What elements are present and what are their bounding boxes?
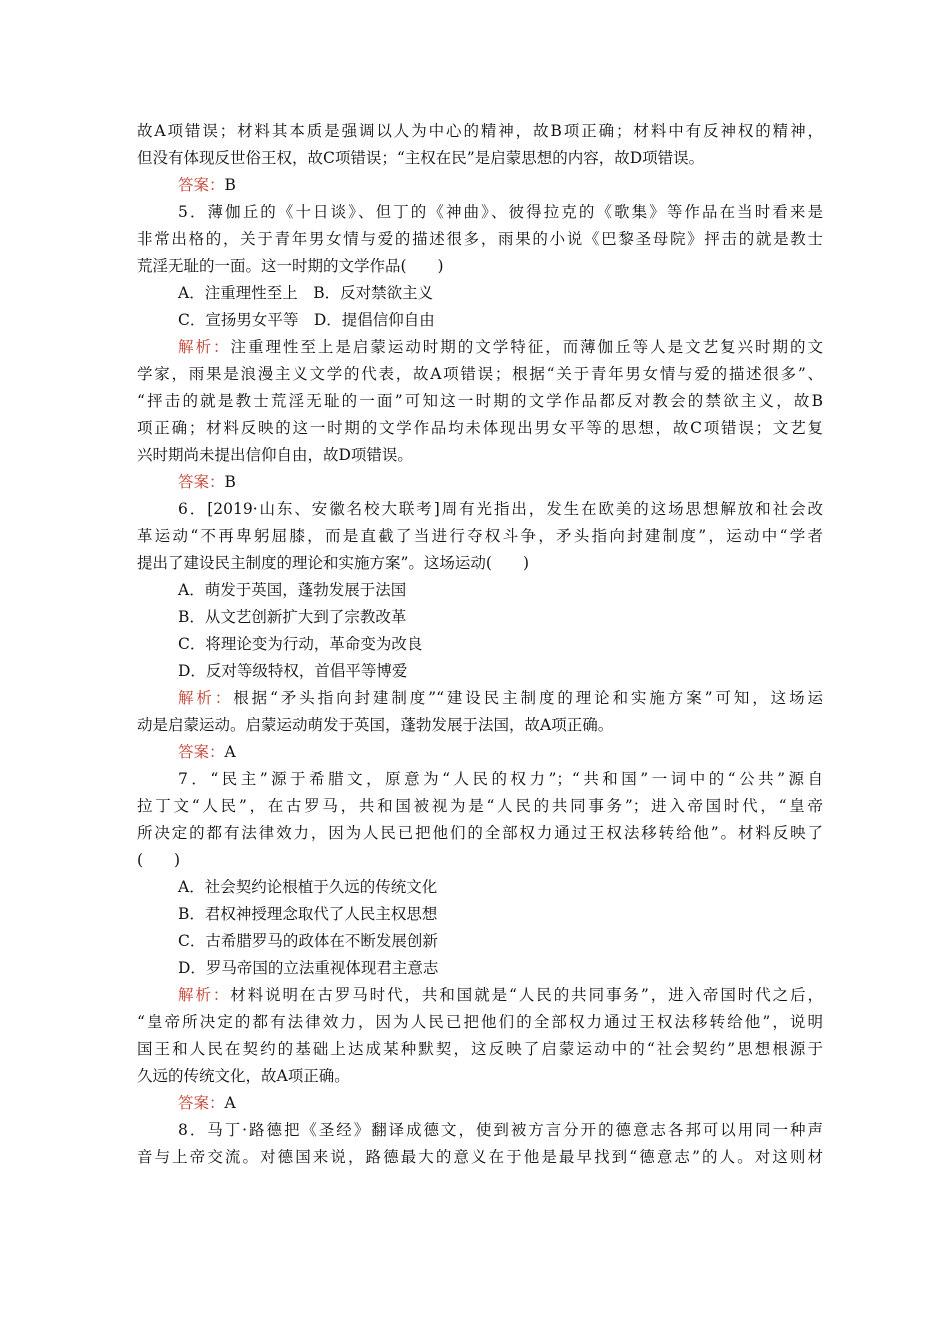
answer-label: 答案： [178, 473, 225, 491]
line-text: B．君权神授理念取代了人民主权思想 [178, 905, 438, 923]
line-text: 动是启蒙运动。启蒙运动萌发于英国，蓬勃发展于法国，故A项正确。 [137, 716, 614, 734]
line-text: 音与上帝交流。对德国来说，路德最大的意义在于他是最早找到“德意志”的人。对这则材 [137, 1148, 823, 1166]
line-text: A．注重理性至上 B．反对禁欲主义 [178, 284, 434, 302]
answer-label: 答案： [178, 176, 225, 194]
text-line [137, 442, 823, 469]
line-text: A [224, 743, 236, 761]
line-text: 5．薄伽丘的《十日谈》、但丁的《神曲》、彼得拉克的《歌集》等作品在当时看来是 [178, 203, 823, 221]
text-line [137, 739, 823, 766]
text-line [137, 1090, 823, 1117]
line-text: 但没有体现反世俗王权，故C项错误；“主权在民”是启蒙思想的内容，故D项错误。 [137, 149, 705, 167]
line-text: A．萌发于英国，蓬勃发展于法国 [178, 581, 407, 599]
text-line [137, 388, 823, 415]
line-text: “皇帝所决定的都有法律效力，因为人民已把他们的全部权力通过王权法移转给他”，说明 [137, 1013, 823, 1031]
text-line [137, 226, 823, 253]
text-line [137, 793, 823, 820]
text-line [137, 496, 823, 523]
text-line [137, 1063, 823, 1090]
line-text: 荒淫无耻的一面。这一时期的文学作品( ) [137, 257, 444, 275]
text-line [137, 118, 823, 145]
text-line [137, 280, 823, 307]
text-line [137, 199, 823, 226]
text-line [137, 658, 823, 685]
line-text: 非常出格的，关于青年男女情与爱的描述很多，雨果的小说《巴黎圣母院》抨击的就是教士 [137, 230, 823, 248]
analysis-label: 解析： [178, 689, 234, 707]
line-text: 注重理性至上是启蒙运动时期的文学特征，而薄伽丘等人是文艺复兴时期的文 [230, 338, 823, 356]
text-line [137, 820, 823, 847]
line-text: D．反对等级特权，首倡平等博爱 [178, 662, 408, 680]
text-line [137, 847, 823, 874]
line-text: 6．[2019·山东、安徽名校大联考]周有光指出，发生在欧美的这场思想解放和社会改 [178, 500, 823, 518]
line-text: 国王和人民在契约的基础上达成某种默契，这反映了启蒙运动中的“社会契约”思想根源于 [137, 1040, 823, 1058]
text-line [137, 685, 823, 712]
line-text: 兴时期尚未提出信仰自由，故D项错误。 [137, 446, 413, 464]
text-line [137, 766, 823, 793]
text-line [137, 1036, 823, 1063]
text-line [137, 361, 823, 388]
line-text: 8．马丁·路德把《圣经》翻译成德文，使到被方言分开的德意志各邦可以用同一种声 [178, 1121, 823, 1139]
text-line [137, 1117, 823, 1144]
line-text: 提出了建设民主制度的理论和实施方案”。这场运动( ) [137, 554, 530, 572]
answer-label: 答案： [178, 743, 225, 761]
text-line [137, 577, 823, 604]
line-text: 久远的传统文化，故A项正确。 [137, 1067, 350, 1085]
text-line [137, 469, 823, 496]
text-line [137, 604, 823, 631]
line-text: 7．“民主”源于希腊文，原意为“人民的权力”；“共和国”一词中的“公共”源自 [178, 770, 823, 788]
text-line [137, 550, 823, 577]
text-line [137, 253, 823, 280]
text-line [137, 955, 823, 982]
text-line [137, 982, 823, 1009]
line-text: 所决定的都有法律效力，因为人民已把他们的全部权力通过王权法移转给他”。材料反映了 [137, 824, 823, 842]
text-line [137, 901, 823, 928]
text-line [137, 1144, 823, 1171]
line-text: A [224, 1094, 236, 1112]
text-line [137, 172, 823, 199]
line-text: ( ) [137, 851, 181, 869]
text-line [137, 928, 823, 955]
text-line [137, 631, 823, 658]
line-text: 根据“矛头指向封建制度”“建设民主制度的理论和实施方案”可知，这场运 [233, 689, 823, 707]
text-line [137, 712, 823, 739]
line-text: 拉丁文“人民”，在古罗马，共和国被视为是“人民的共同事务”；进入帝国时代，“皇帝 [137, 797, 823, 815]
analysis-label: 解析： [178, 986, 231, 1004]
line-text: “抨击的就是教士荒淫无耻的一面”可知这一时期的文学作品都反对教会的禁欲主义，故B [137, 392, 823, 410]
line-text: B [224, 176, 236, 194]
text-line [137, 415, 823, 442]
text-line [137, 145, 823, 172]
text-line [137, 334, 823, 361]
text-line [137, 523, 823, 550]
analysis-label: 解析： [178, 338, 231, 356]
line-text: 学家，雨果是浪漫主义文学的代表，故A项错误；根据“关于青年男女情与爱的描述很多”、 [137, 365, 823, 383]
line-text: 项正确；材料反映的这一时期的文学作品均未体现出男女平等的思想，故C项错误；文艺复 [137, 419, 823, 437]
line-text: 材料说明在古罗马时代，共和国就是“人民的共同事务”，进入帝国时代之后， [230, 986, 823, 1004]
line-text: D．罗马帝国的立法重视体现君主意志 [178, 959, 439, 977]
text-line [137, 1009, 823, 1036]
line-text: 革运动“不再卑躬屈膝，而是直截了当进行夺权斗争，矛头指向封建制度”，运动中“学者 [137, 527, 823, 545]
line-text: C．宣扬男女平等 D．提倡信仰自由 [178, 311, 435, 329]
line-text: C．将理论变为行动，革命变为改良 [178, 635, 423, 653]
line-text: B．从文艺创新扩大到了宗教改革 [178, 608, 407, 626]
document-page [137, 118, 823, 1171]
line-text: 故A项错误；材料其本质是强调以人为中心的精神，故B项正确；材料中有反神权的精神， [137, 122, 823, 140]
text-line [137, 307, 823, 334]
text-line [137, 874, 823, 901]
line-text: B [224, 473, 236, 491]
line-text: A．社会契约论根植于久远的传统文化 [178, 878, 438, 896]
line-text: C．古希腊罗马的政体在不断发展创新 [178, 932, 438, 950]
answer-label: 答案： [178, 1094, 225, 1112]
